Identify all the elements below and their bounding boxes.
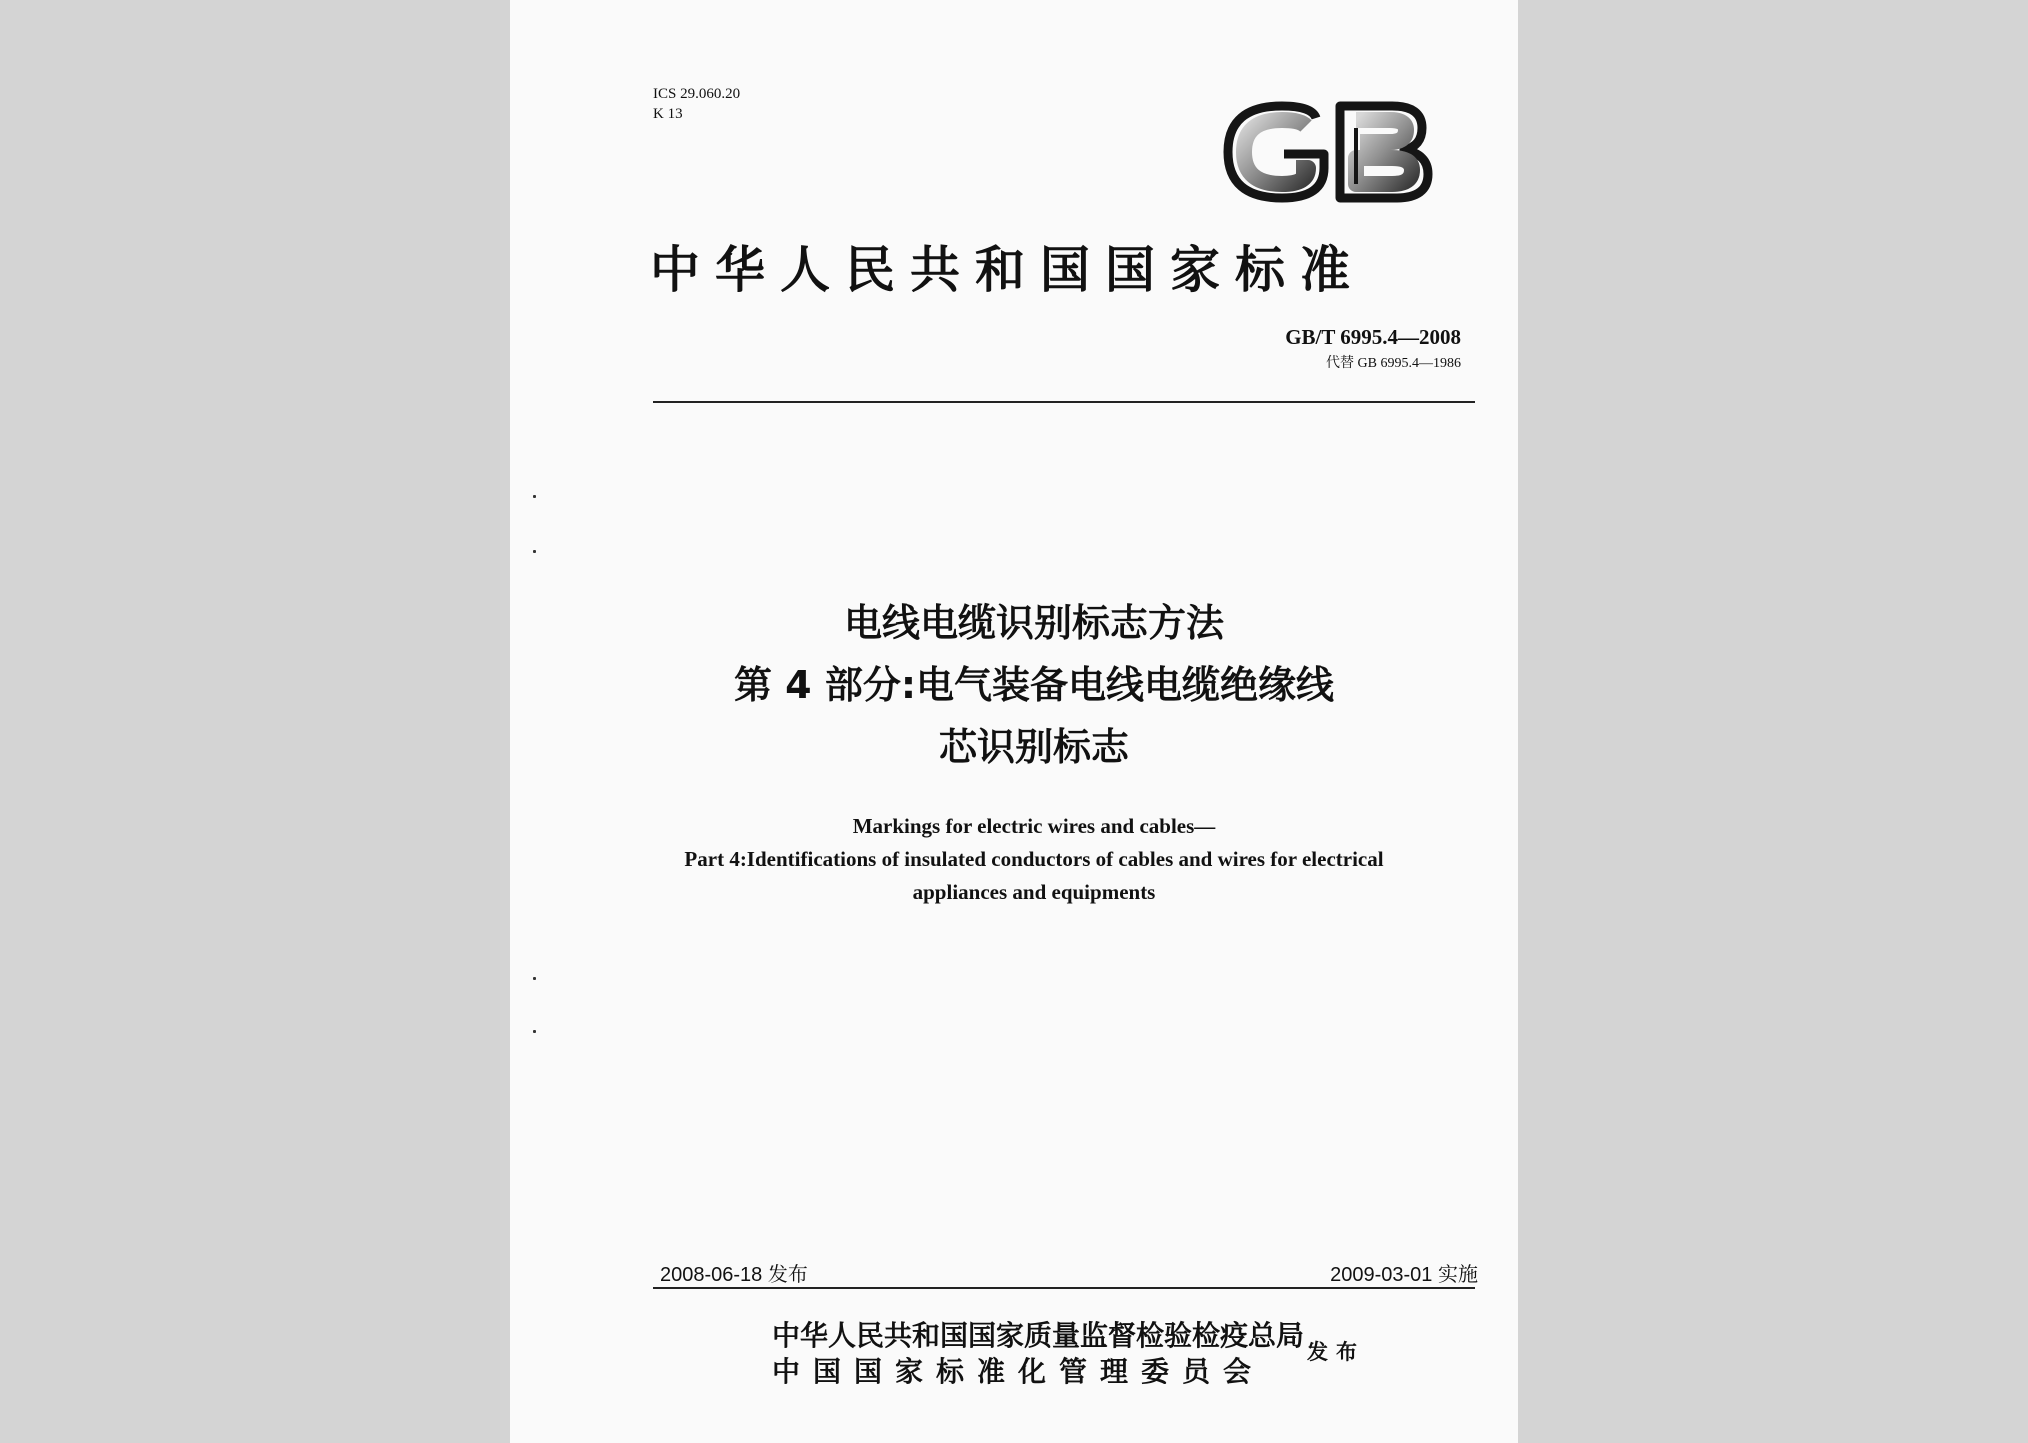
top-divider [653,401,1475,403]
chinese-title-line-3: 芯识别标志 [938,725,1129,769]
issuer-aqsiq: 中华人民共和国国家质量监督检验检疫总局 [772,1319,1305,1352]
english-title [610,810,1458,909]
issue-date: 2008-06-18 发布 [660,1264,808,1286]
issuing-authorities [772,1318,1304,1390]
scan-mark [533,977,536,980]
chinese-title-line-2: 第 4 部分:电气装备电线电缆绝缘线 [733,663,1335,707]
national-standard-title: 中华人民共和国国家标准 [650,240,1365,299]
scan-mark [533,1030,536,1033]
standard-number-block [1285,325,1461,372]
english-title-line-2: Part 4:Identifications of insulated conductors of cables and wires for electrical [684,847,1384,871]
issuer-sac: 中国国家标准化管理委员会 [772,1355,1265,1388]
ics-classification [653,84,740,124]
publish-label: 发布 [1307,1340,1365,1364]
scan-mark [533,495,536,498]
bottom-divider [653,1287,1475,1289]
english-title-line-1: Markings for electric wires and cables— [852,814,1216,838]
replaces-standard: 代替 GB 6995.4—1986 [1326,356,1461,371]
ccs-code: K 13 [653,106,683,122]
english-title-line-3: appliances and equipments [912,880,1156,904]
gb-logo-icon [1220,98,1435,206]
implementation-date: 2009-03-01 实施 [1330,1264,1478,1286]
scan-mark [533,550,536,553]
ics-code: ICS 29.060.20 [653,86,741,102]
standard-number: GB/T 6995.4—2008 [1285,325,1461,349]
chinese-title [610,592,1458,778]
document-page [510,0,1518,1443]
chinese-title-line-1: 电线电缆识别标志方法 [843,601,1224,645]
